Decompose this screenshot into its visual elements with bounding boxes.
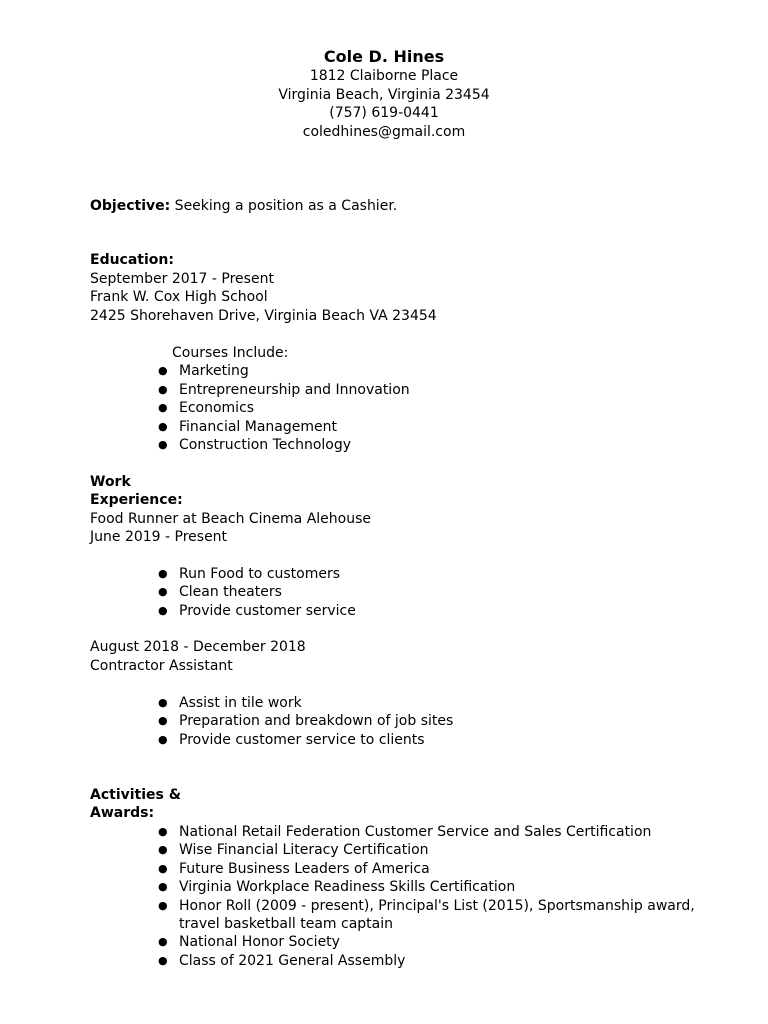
work-heading-line-1: Work (90, 474, 131, 490)
bullet-icon: ● (158, 567, 168, 580)
applicant-name: Cole D. Hines (323, 47, 445, 66)
education-heading: Education: (90, 252, 174, 268)
bullet-icon: ● (158, 714, 168, 727)
work-heading-line-2: Experience: (90, 492, 183, 508)
bullet-icon: ● (158, 825, 168, 838)
bullet-icon: ● (158, 899, 168, 912)
activities-heading-line-2: Awards: (90, 805, 155, 821)
resume-page: Cole D. Hines 1812 Claiborne Place Virginia Beach, Virginia 23454 (757) 619-0441 coledhines@gmail.com Objective: Seeking a position as a Cashier. Education: September 2017 - Present Frank W. Cox High School 2425 Shorehaven Drive, Virginia Beach VA 23454 Courses Include: ● Marketing ● Entrepreneurship and Innovation ● Economics ● Financial Management ● Construction Technology Work Experience: Food Runner at Beach Cinema Alehouse June 2019 - Present ● Run Food to customers ● Clean theaters ● Provide customer service August 2018 - December 2018 Contractor Assistant ● Assist in tile work ● Preparation and breakdown of job sites ● Provide customer service to clients Activities & Awards: ● National Retail Federation Customer Service and Sales Certification ● Wise Financial Literacy Certification ● Future Business Leaders of America ● Virginia Workplace Readiness Skills Certification ● Honor Roll (2009 - present), Principal's List (2015), Sportsmanship award, travel basketball team captain ● National Honor Society ● Class of 2021 General Assembly (0, 0, 768, 1024)
bullet-icon: ● (158, 420, 168, 433)
bullet-icon: ● (158, 733, 168, 746)
bullet-icon: ● (158, 401, 168, 414)
bullet-icon: ● (158, 880, 168, 893)
bullet-icon: ● (158, 862, 168, 875)
address-line-1: 1812 Claiborne Place (309, 68, 459, 84)
courses-label: Courses Include: (172, 345, 289, 361)
phone-number: (757) 619-0441 (329, 105, 439, 121)
email-address: coledhines@gmail.com (302, 124, 466, 140)
bullet-icon: ● (158, 696, 168, 709)
job-dates: June 2019 - Present (90, 529, 228, 545)
address-line-2: Virginia Beach, Virginia 23454 (278, 87, 490, 103)
education-dates: September 2017 - Present (90, 271, 274, 287)
bullet-icon: ● (158, 604, 168, 617)
education-school: Frank W. Cox High School (90, 289, 268, 305)
education-address: 2425 Shorehaven Drive, Virginia Beach VA 23454 (90, 308, 437, 324)
bullet-icon: ● (158, 438, 168, 451)
bullet-icon: ● (158, 383, 168, 396)
job-title: Contractor Assistant (90, 658, 233, 674)
bullet-icon: ● (158, 364, 168, 377)
objective-text: Seeking a position as a Cashier. (170, 198, 398, 214)
job-title: Food Runner at Beach Cinema Alehouse (90, 511, 372, 527)
bullet-icon: ● (158, 843, 168, 856)
job-dates: August 2018 - December 2018 (90, 639, 306, 655)
bullet-icon: ● (158, 954, 168, 967)
bullet-icon: ● (158, 935, 168, 948)
activities-heading-line-1: Activities & (90, 787, 181, 803)
objective-line (90, 197, 397, 215)
bullet-icon: ● (158, 585, 168, 598)
objective-label: Objective: (90, 198, 171, 214)
